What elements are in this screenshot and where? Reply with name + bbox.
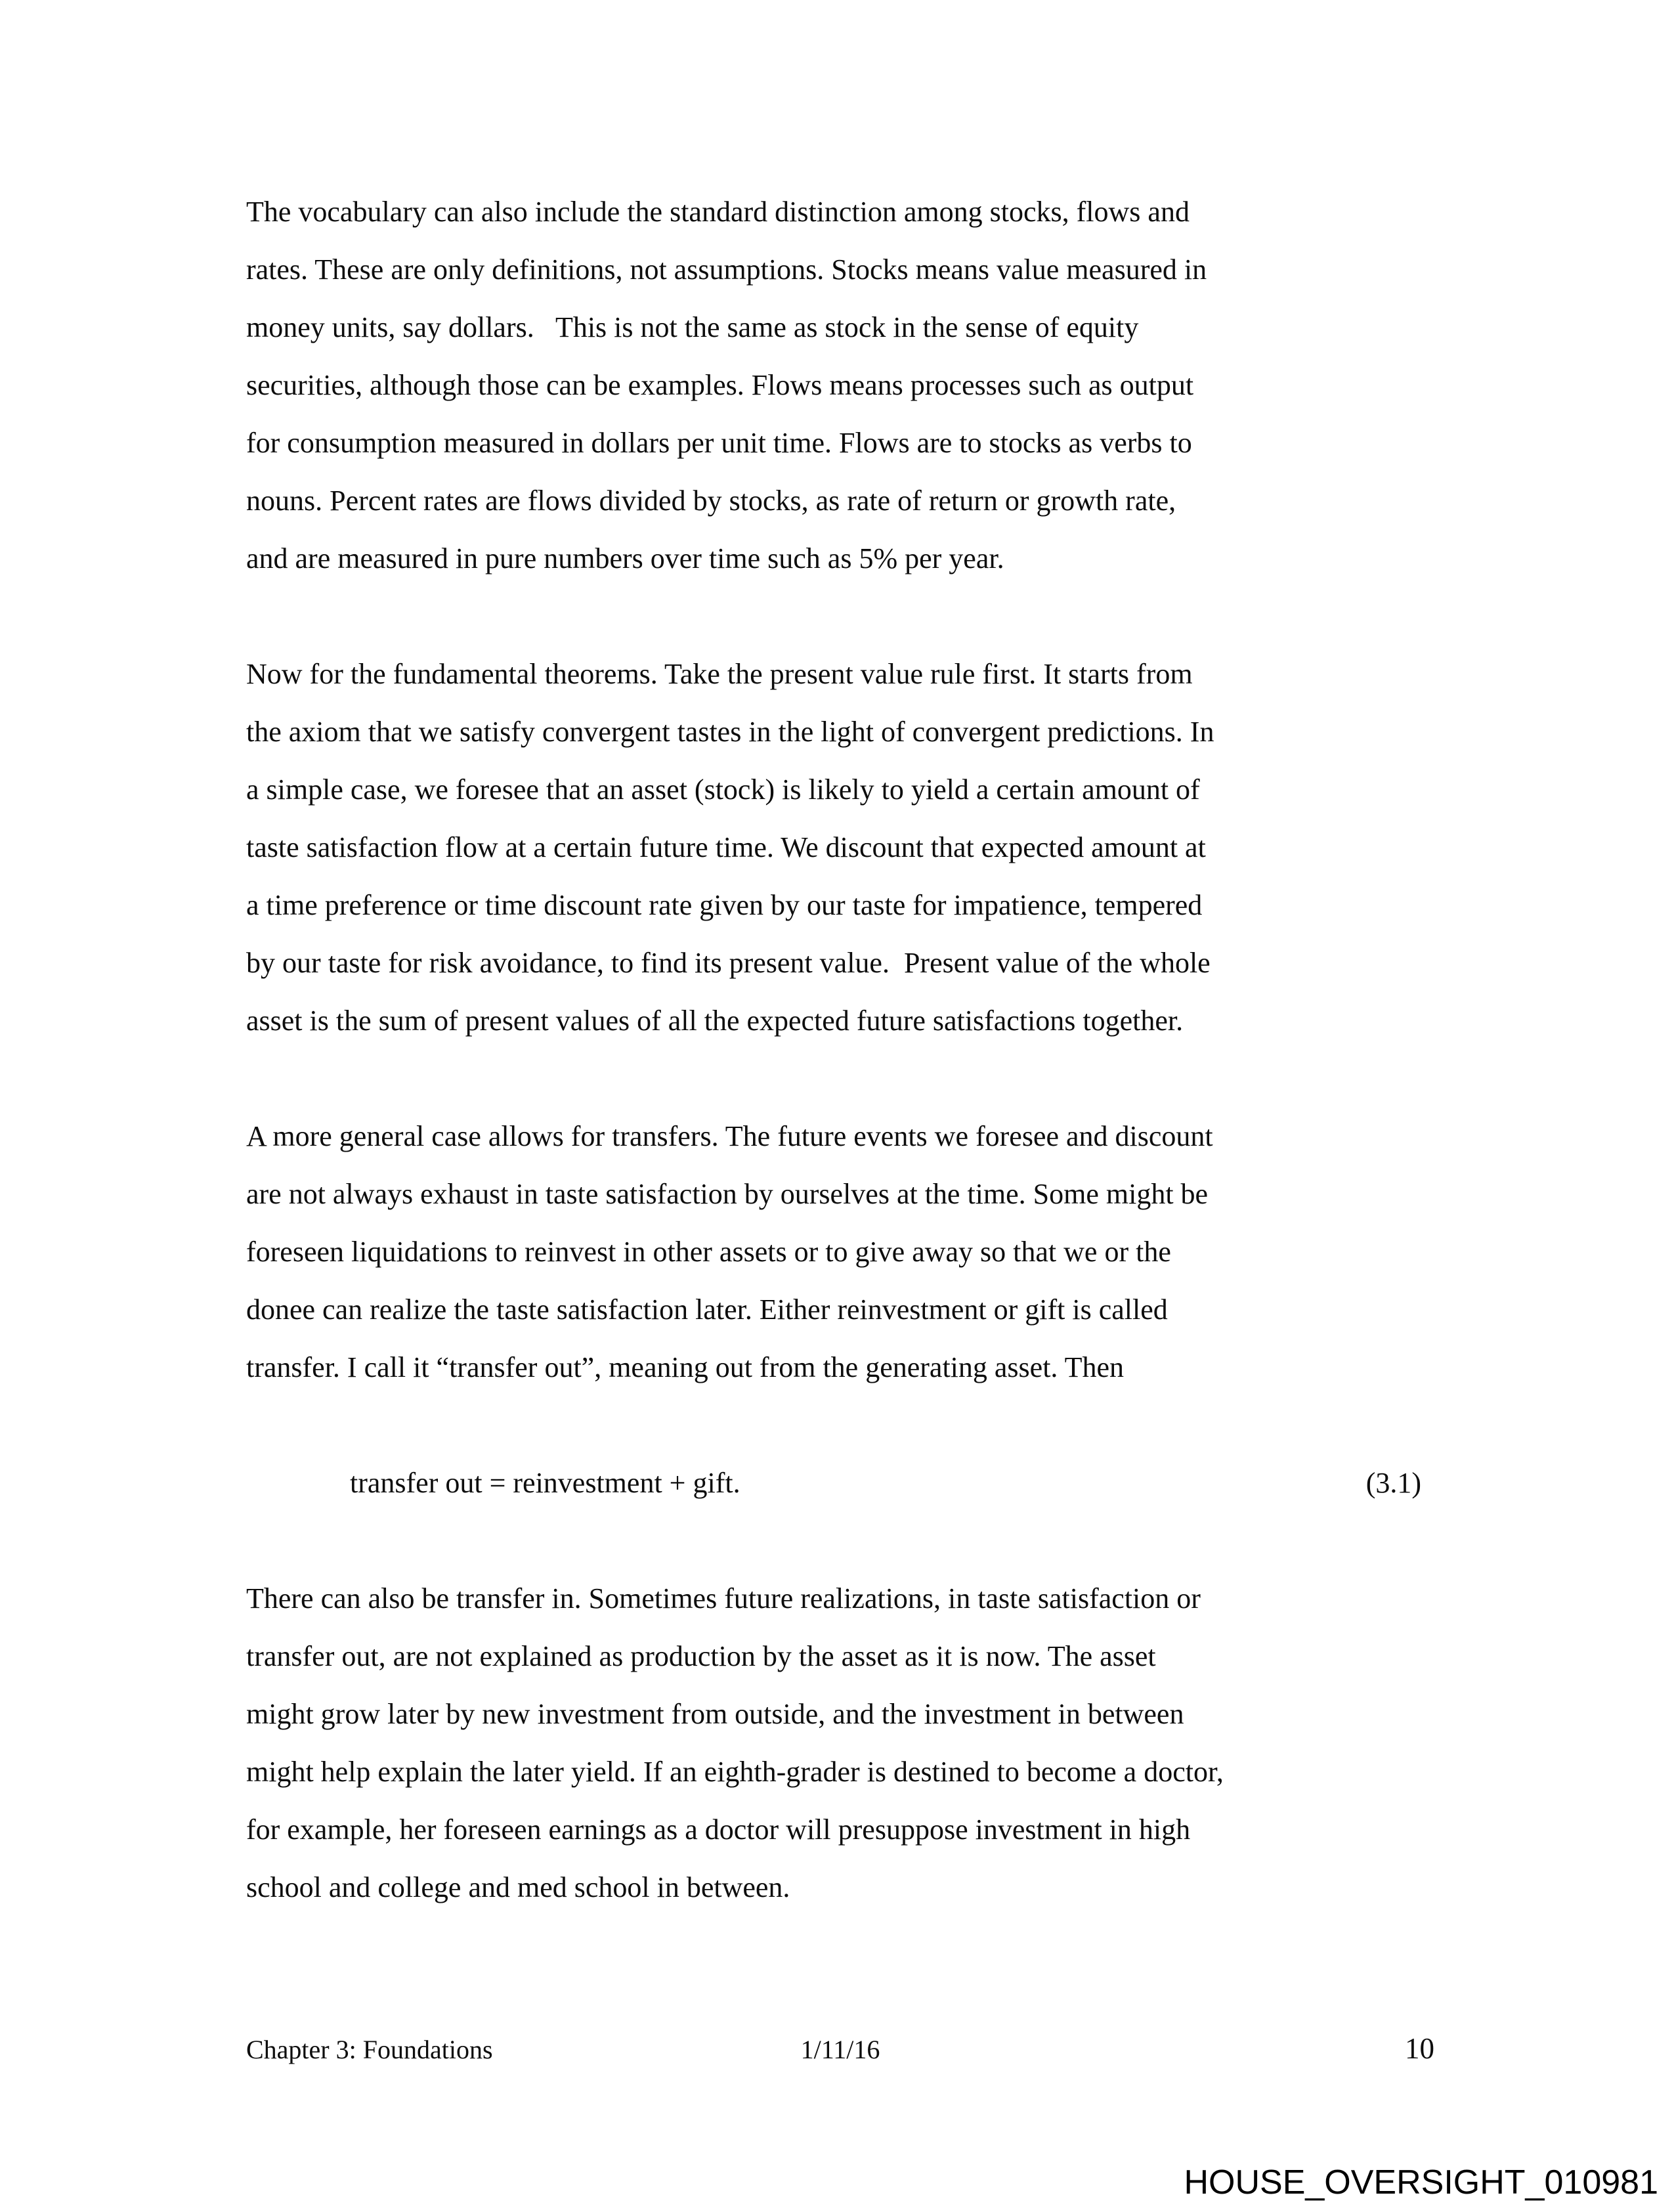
paragraph-fundamental-theorems xyxy=(246,645,1421,1050)
paragraph-transfer-in xyxy=(246,1570,1421,1917)
text-line: taste satisfaction flow at a certain future time. We discount that expected amount at xyxy=(246,831,1206,863)
text-line: might grow later by new investment from outside, and the investment in between xyxy=(246,1698,1184,1730)
paragraph-stocks-flows-rates xyxy=(246,183,1421,588)
footer-chapter-label: Chapter 3: Foundations xyxy=(246,2035,493,2064)
text-line: asset is the sum of present values of all the expected future satisfactions together. xyxy=(246,1005,1184,1037)
text-line: school and college and med school in between. xyxy=(246,1871,790,1903)
equation-3-1 xyxy=(246,1454,1421,1512)
bates-stamp: HOUSE_OVERSIGHT_010981 xyxy=(1184,2163,1658,2201)
text-line: nouns. Percent rates are flows divided by stocks, as rate of return or growth rate, xyxy=(246,485,1176,517)
equation-text: transfer out = reinvestment + gift. xyxy=(350,1467,740,1499)
text-line: securities, although those can be examples. Flows means processes such as output xyxy=(246,369,1194,401)
text-line: and are measured in pure numbers over time such as 5% per year. xyxy=(246,542,1004,575)
equation-number: (3.1) xyxy=(1365,1467,1421,1499)
text-line: are not always exhaust in taste satisfaction by ourselves at the time. Some might be xyxy=(246,1178,1209,1210)
text-line: rates. These are only definitions, not assumptions. Stocks means value measured in xyxy=(246,253,1207,286)
text-line: Now for the fundamental theorems. Take the present value rule first. It starts from xyxy=(246,658,1193,690)
text-line: A more general case allows for transfers. The future events we foresee and discount xyxy=(246,1120,1213,1152)
text-line: might help explain the later yield. If an eighth-grader is destined to become a doctor, xyxy=(246,1756,1224,1788)
text-line: the axiom that we satisfy convergent tastes in the light of convergent predictions. In xyxy=(246,716,1214,748)
footer-page-number: 10 xyxy=(1404,2032,1434,2065)
text-line: for example, her foreseen earnings as a doctor will presuppose investment in high xyxy=(246,1813,1191,1846)
text-line: transfer out, are not explained as production by the asset as it is now. The asset xyxy=(246,1640,1156,1672)
text-line: donee can realize the taste satisfaction later. Either reinvestment or gift is called xyxy=(246,1293,1168,1326)
text-line: transfer. I call it “transfer out”, meaning out from the generating asset. Then xyxy=(246,1351,1125,1383)
text-line: foreseen liquidations to reinvest in other assets or to give away so that we or the xyxy=(246,1236,1171,1268)
text-line: money units, say dollars. This is not the same as stock in the sense of equity xyxy=(246,311,1139,343)
text-line: There can also be transfer in. Sometimes future realizations, in taste satisfaction or xyxy=(246,1582,1201,1615)
text-line: The vocabulary can also include the standard distinction among stocks, flows and xyxy=(246,196,1190,228)
text-line: a time preference or time discount rate given by our taste for impatience, tempered xyxy=(246,889,1203,921)
footer-date: 1/11/16 xyxy=(800,2035,880,2064)
text-line: a simple case, we foresee that an asset (stock) is likely to yield a certain amount of xyxy=(246,773,1200,806)
body-text xyxy=(246,183,1421,1974)
page-footer xyxy=(246,2032,1434,2066)
text-line: for consumption measured in dollars per unit time. Flows are to stocks as verbs to xyxy=(246,427,1192,459)
paragraph-transfers xyxy=(246,1108,1421,1397)
text-line: by our taste for risk avoidance, to find its present value. Present value of the whole xyxy=(246,947,1211,979)
